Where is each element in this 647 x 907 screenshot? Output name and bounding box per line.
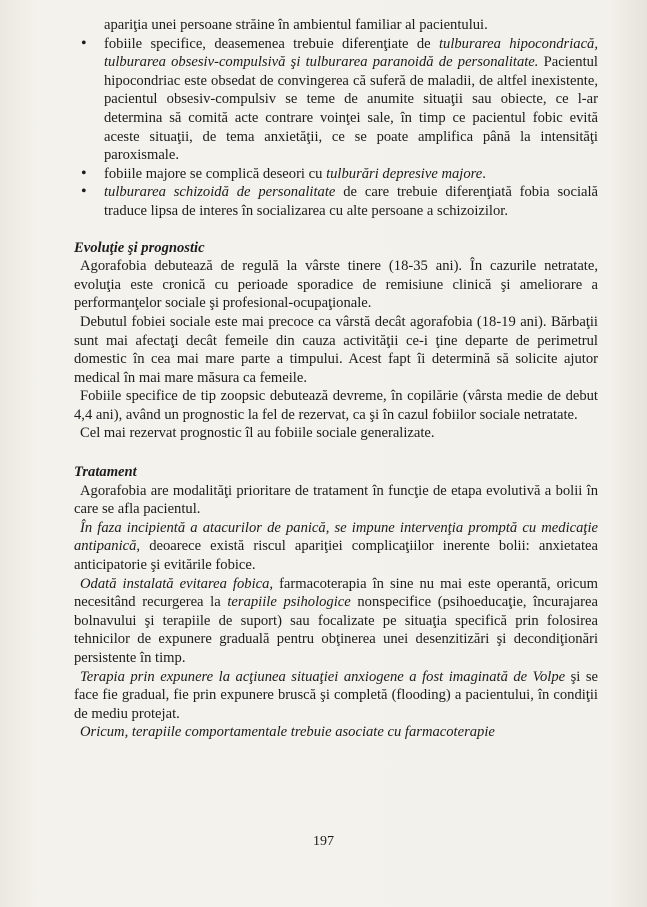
paragraph xyxy=(74,575,598,668)
bullet-item xyxy=(74,183,598,220)
text-segment: terapiile psihologice xyxy=(227,594,351,611)
text-segment: de care trebuie diferenţiată fobia socială traduce lipsa de interes în socializarea cu alte persoane a schizoizilor. xyxy=(104,184,599,219)
section-heading-treatment: Tratament xyxy=(74,464,137,481)
intro-line: apariţia unei persoane străine în ambientul familiar al pacientului. xyxy=(104,17,488,33)
text-segment: nonspecifice (psihoeducaţie, încurajarea bolnavului şi terapiile de suport) sau focalizate pe situaţia specifică prin folosirea tehnicilor de expunere graduală pentru obţinerea unei desenzitizări şi decondiţionări persistente în timp. xyxy=(74,594,598,666)
paragraph xyxy=(74,668,598,724)
text-segment: tulburarea schizoidă de personalitate xyxy=(104,184,336,201)
paragraph: Fobiile specifice de tip zoopsic debutează devreme, în copilărie (vârsta medie de debut 4,4 ani), având un prognostic la fel de rezervat, ca şi în cazul fobiilor sociale netratate. xyxy=(74,388,598,423)
text-segment: Pacientul hipocondriac este obsedat de convingerea că suferă de maladii, de altfel inexistente, pacientul obsesiv-compulsiv se teme de anumite situaţii sau obiecte, ce l-ar determina să comită acte contrare voinţei sale, în timp ce pacientul fobic evită aceste situaţii, de tema anxietăţii, ce se poate amplifica până la intensităţi paroxismale. xyxy=(104,54,598,164)
section-heading-evolution: Evoluţie şi prognostic xyxy=(74,239,205,256)
text-segment: . xyxy=(482,165,486,182)
text-segment: Odată instalată evitarea fobica, xyxy=(80,575,274,592)
paragraph: Cel mai rezervat prognostic îl au fobiile sociale generalizate. xyxy=(80,425,435,442)
bullet-item xyxy=(74,35,598,165)
text-segment: şi se face fie gradual, fie prin expunere bruscă şi completă (flooding) a pacientului, în condiţii de mediu protejat. xyxy=(74,668,598,722)
text-segment: tulburarea hipocondriacă, tulburarea obsesiv-compulsivă şi tulburarea paranoidă de personalitate. xyxy=(104,35,598,71)
text-segment: fobiile majore se complică deseori cu xyxy=(104,165,327,182)
text-segment: tulburări depresive majore xyxy=(326,165,483,182)
paragraph: Debutul fobiei sociale este mai precoce ca vârstă decât agorafobia (18-19 ani). Bărbaţii sunt mai afectaţi decât femeile din cauza activităţii ce-i ţine departe de perimetrul domestic în cea mai mare parte a timpului. Acest fapt îi determină să solicite ajutor medical în mai mare măsura ca femeile. xyxy=(74,313,598,386)
text-segment: fobiile specifice, deasemenea trebuie diferenţiate de xyxy=(104,35,439,52)
section-treatment-body xyxy=(74,482,598,742)
paragraph xyxy=(74,519,598,575)
bullet-list xyxy=(74,35,598,221)
text-segment: În faza incipientă a atacurilor de panică, se impune intervenţia promptă cu medicaţie antipanică, xyxy=(74,519,598,555)
text-segment: deoarece există riscul apariţiei complicaţiilor inerente bolii: anxietatea anticipatorie şi evitările fobice. xyxy=(74,538,598,574)
bullet-item xyxy=(74,165,598,184)
page-body xyxy=(74,16,598,742)
page-number: 197 xyxy=(313,834,334,849)
paragraph xyxy=(74,482,598,519)
section-evolution-body xyxy=(74,257,598,443)
paragraph xyxy=(74,723,598,742)
paragraph: Agorafobia debutează de regulă la vârste tinere (18-35 ani). În cazurile netratate, evoluţia este cronică cu perioade sporadice de remisiune clinică şi ameliorare a performanţelor sociale şi profesional-ocupaţionale. xyxy=(74,258,598,312)
text-segment: Oricum, terapiile comportamentale trebuie asociate cu farmacoterapie xyxy=(80,724,495,741)
text-segment: Agorafobia are modalităţi prioritare de tratament în funcţie de etapa evolutivă a bolii în care se afla pacientul. xyxy=(74,482,598,518)
text-segment: Terapia prin expunere la acţiunea situaţiei anxiogene a fost imaginată de Volpe xyxy=(80,668,566,685)
text-segment: farmacoterapia în sine nu mai este operantă, oricum necesitând recurgerea la xyxy=(74,575,598,611)
